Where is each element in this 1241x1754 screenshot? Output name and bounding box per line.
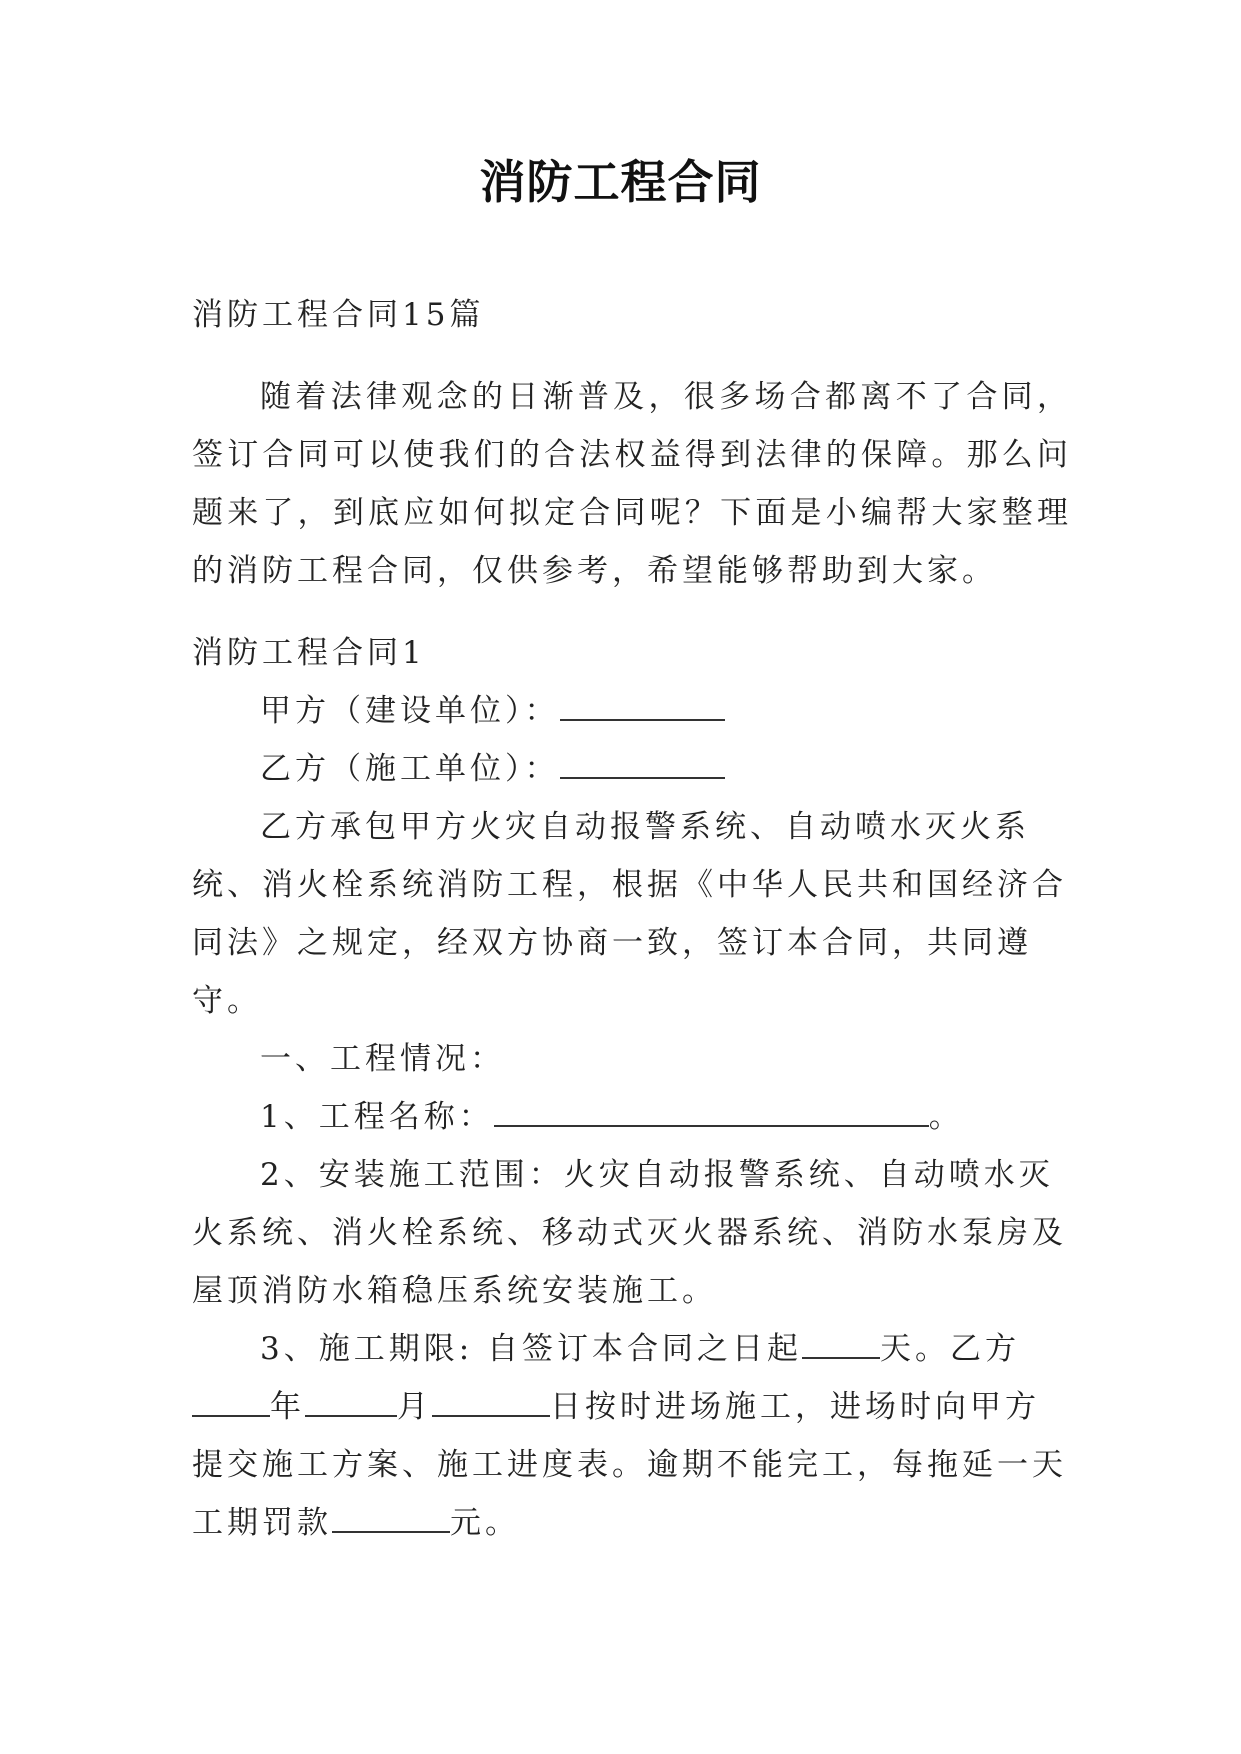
project-name-blank: [494, 1101, 929, 1127]
penalty-amount-blank: [332, 1507, 450, 1533]
party-a-line: [192, 682, 1072, 740]
preamble-paragraph: 乙方承包甲方火灾自动报警系统、自动喷水灭火系统、消火栓系统消防工程，根据《中华人民共和国经济合同法》之规定，经双方协商一致，签订本合同，共同遵守。: [192, 809, 1067, 1019]
item-1-end: 。: [928, 1099, 964, 1135]
intro-paragraph: 随着法律观念的日渐普及，很多场合都离不了合同，签订合同可以使我们的合法权益得到法律的保障。那么问题来了，到底应如何拟定合同呢？下面是小编帮大家整理的消防工程合同，仅供参考，希望能够帮助到大家。: [192, 379, 1072, 589]
item-3-part3: 年: [270, 1389, 305, 1425]
item-3-part2: 天。乙方: [880, 1331, 1021, 1367]
start-day-blank: [432, 1391, 550, 1417]
document-subtitle: 消防工程合同15篇: [192, 297, 485, 333]
party-b-blank: [560, 753, 725, 779]
section-heading: 消防工程合同1: [192, 635, 426, 671]
days-blank: [802, 1333, 880, 1359]
party-a-label: 甲方（建设单位）：: [260, 693, 560, 729]
item-3-part5: 日按时进场施工，进场时向甲方提交施工方案、施工进度表。逾期不能完工，每拖延一天工期罚款: [192, 1389, 1067, 1541]
document-title: 消防工程合同: [479, 155, 762, 209]
document-body: [192, 292, 1072, 1552]
party-b-label: 乙方（施工单位）：: [260, 751, 560, 787]
clause-heading: 一、工程情况：: [260, 1041, 505, 1077]
item-3-paragraph: [192, 1320, 1072, 1552]
start-month-blank: [305, 1391, 397, 1417]
party-b-line: [192, 740, 1072, 798]
item-3-part1: 3、施工期限: 自签订本合同之日起: [260, 1331, 803, 1367]
item-1-label: 1、工程名称：: [260, 1099, 494, 1135]
start-year-blank: [192, 1391, 270, 1417]
party-a-blank: [560, 695, 725, 721]
item-1-line: [192, 1088, 1072, 1146]
item-2-paragraph: 2、安装施工范围：火灾自动报警系统、自动喷水灭火系统、消火栓系统、移动式灭火器系统、消防水泵房及屋顶消防水箱稳压系统安装施工。: [192, 1157, 1067, 1309]
item-3-part6: 元。: [450, 1505, 520, 1541]
item-3-part4: 月: [397, 1389, 432, 1425]
